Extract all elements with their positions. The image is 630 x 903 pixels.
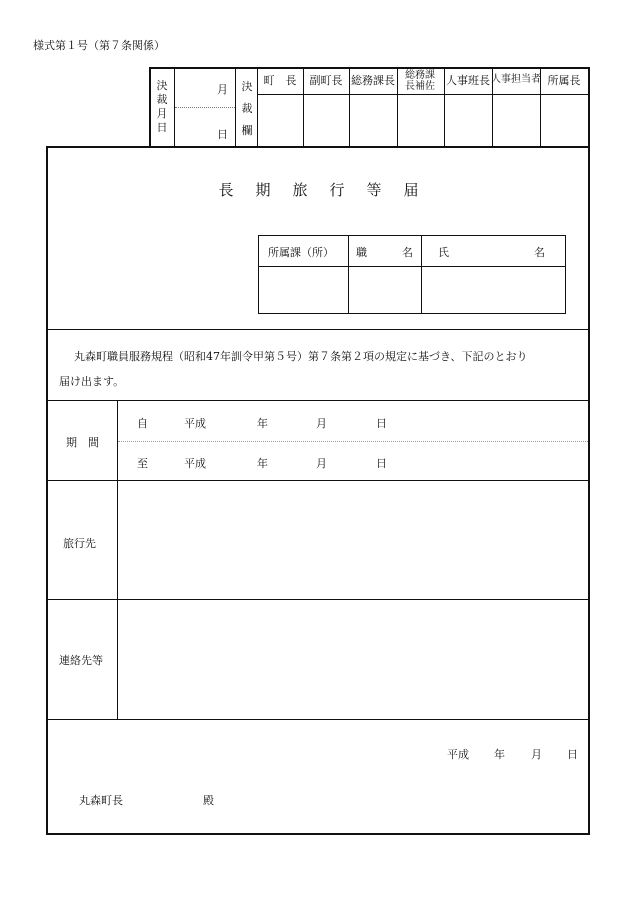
approver-deputy-mayor: 副町長 <box>309 74 343 87</box>
department-header: 所属課（所） <box>268 246 334 259</box>
contact-input[interactable] <box>118 600 588 719</box>
period-from-prefix: 自 <box>137 417 148 430</box>
footer-month: 月 <box>531 748 542 761</box>
name-input[interactable] <box>422 267 565 313</box>
period-to-era: 平成 <box>184 457 206 470</box>
destination-label: 旅行先 <box>63 537 96 550</box>
statement-line-1: 丸森町職員服務規程（昭和47年訓令甲第５号）第７条第２項の規定に基づき、下記のとおり <box>74 350 528 363</box>
destination-input[interactable] <box>118 481 588 599</box>
approver-mayor: 町 長 <box>263 74 297 87</box>
footer-era: 平成 <box>447 748 469 761</box>
applicant-table <box>258 235 566 314</box>
approval-table <box>149 67 590 147</box>
position-input[interactable] <box>349 267 421 313</box>
approver-general-affairs-assistant: 総務課長補佐 <box>405 70 435 92</box>
decision-column-label: 決裁欄 <box>241 80 253 137</box>
period-from-era: 平成 <box>184 417 206 430</box>
decision-date-label: 決裁月日 <box>156 79 168 134</box>
period-to-day: 日 <box>376 457 387 470</box>
approver-section-head: 所属長 <box>547 74 581 87</box>
name-header-1: 氏 <box>438 246 449 259</box>
approver-general-affairs-chief: 総務課長 <box>351 74 395 87</box>
period-to-input[interactable] <box>118 442 588 480</box>
period-from-input[interactable] <box>118 401 588 441</box>
footer-year: 年 <box>494 748 505 761</box>
period-label: 期 間 <box>66 436 99 449</box>
approver-personnel-staff: 人事担当者 <box>491 74 541 85</box>
main-form: 長 期 旅 行 等 届 所属課（所） 職 名 氏 名 丸森町職員服務規程（昭和47年訓令甲第５号）第７条第２項の規定に基づき、下記のとおり 届け出ます。 期 間 自 平成 年 月 日 至 平成 年 月 日 旅行先 連絡先等 平成 年 月 日 丸森町長 殿 <box>46 146 590 835</box>
name-header-2: 名 <box>534 246 545 259</box>
position-header-2: 名 <box>402 246 413 259</box>
approver-personnel-leader: 人事班長 <box>446 74 490 87</box>
period-to-year: 年 <box>257 457 268 470</box>
decision-day: 日 <box>217 128 228 141</box>
period-to-prefix: 至 <box>137 457 148 470</box>
addressee: 丸森町長 <box>79 794 123 807</box>
statement-line-2: 届け出ます。 <box>59 375 125 388</box>
period-to-month: 月 <box>316 457 327 470</box>
period-from-year: 年 <box>257 417 268 430</box>
decision-month: 月 <box>217 83 228 96</box>
position-header-1: 職 <box>356 246 367 259</box>
period-from-month: 月 <box>316 417 327 430</box>
department-input[interactable] <box>259 267 348 313</box>
period-from-day: 日 <box>376 417 387 430</box>
footer-day: 日 <box>567 748 578 761</box>
honorific: 殿 <box>203 794 214 807</box>
contact-label: 連絡先等 <box>59 654 103 667</box>
form-label: 様式第１号（第７条関係） <box>33 39 165 52</box>
